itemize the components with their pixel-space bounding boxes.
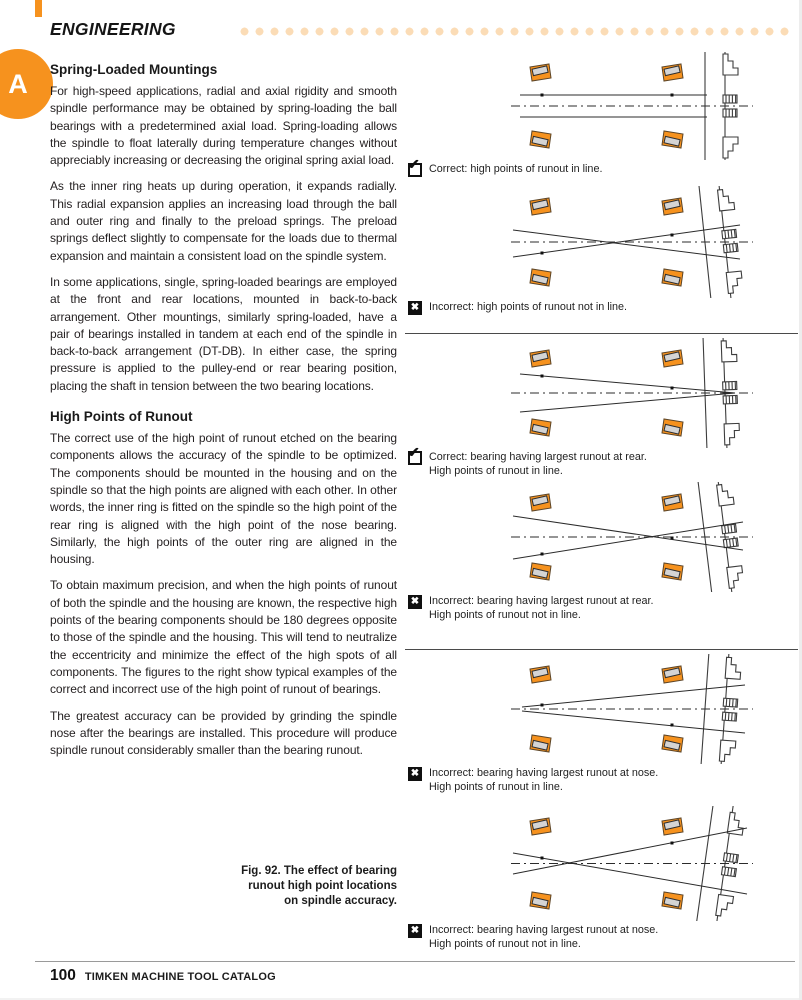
article-column [50,62,397,768]
diagram-caption [408,595,798,622]
x-icon [408,924,422,938]
page-title: ENGINEERING [50,19,176,39]
spindle-diagram [405,806,798,921]
diagram-group-3 [405,338,798,478]
spindle-diagram [405,482,798,592]
diagram-separator [405,649,798,650]
paragraph: In some applications, single, spring-loaded bearings are employed at the front and rear locations, mounted in back-to-back arrangement. Other mountings, similarly spring-loaded, have a pair of bearings installed in tandem at each end of the spindle in back-to-back arrangement (DT-DB). In either case, the spring pressure is applied to the pulley-end or rear bearing position, placing the shaft in tension between the two bearing locations. [50,274,397,393]
figure-caption-line: Fig. 92. The effect of bearing [241,865,397,877]
paragraph: To obtain maximum precision, and when the high points of runout of both the spindle and the housing are known, the respective high points of the bearing components should be 180 degrees opposite to those of the spindle and the housing. This will tend to neutralize the eccentricity and minimize the effect of the high spots of all components. The figures to the right show typical examples of the correct and incorrect use of the high point of runout of bearings. [50,578,397,697]
section-heading-spring-loaded-mountings: Spring-Loaded Mountings [50,62,218,77]
paragraph: As the inner ring heats up during operation, it expands radially. This radial expansion applies an increasing load through the ball and outer ring and finally to the preload springs. The preload springs deflect slightly to compensate for the loads due to thermal expansion and maintain a consistent load on the spindle system. [50,179,397,263]
diagram-caption-text [429,451,647,478]
footer [50,967,276,985]
paragraph: The correct use of the high point of runout etched on the bearing components allows the accuracy of the spindle to be optimized. The components should be mounted in the housing and on the spindle so that the high points are aligned with each other. In other words, the inner ring is fitted on the spindle so the high point of the rear ring is aligned with the high point of the nose bearing. Similarly, the high points of the outer ring are aligned in the housing. [50,431,397,567]
diagram-group-6 [405,806,798,951]
x-icon [408,767,422,781]
diagram-group-5 [405,654,798,794]
catalog-title: TIMKEN MACHINE TOOL CATALOG [84,971,276,983]
spindle-diagram [405,186,798,298]
diagram-caption-text [429,301,627,315]
caption-line: High points of runout not in line. [429,937,581,950]
caption-line: High points of runout not in line. [429,608,581,621]
caption-line: Incorrect: bearing having largest runout at nose. [429,767,659,779]
spindle-diagram [405,654,798,764]
x-icon [408,595,422,609]
caption-line: Correct: bearing having largest runout at rear. [429,451,647,463]
figure-caption-line: on spindle accuracy. [284,895,397,907]
caption-line: Correct: high points of runout in line. [429,163,603,175]
diagram-caption-text [429,163,602,177]
diagram-caption [408,163,798,177]
diagram-group-1 [405,52,798,177]
section-tab-a [0,49,53,119]
page-number: 100 [50,967,76,984]
x-icon [408,301,422,315]
paragraph: For high-speed applications, radial and axial rigidity and smooth spindle performance may be obtained by spring-loading the ball bearings with a predetermined axial load. Spring-loading allows the spindle to float laterally during temperature changes without appreciably increasing or decreasing the original spring axial load. [50,84,397,168]
diagram-caption-text [429,924,658,951]
caption-line: High points of runout in line. [429,464,563,477]
diagram-caption [408,924,798,951]
figure-caption [50,864,397,909]
caption-line: High points of runout in line. [429,780,563,793]
paragraph: The greatest accuracy can be provided by grinding the spindle nose after the bearings are installed. This procedure will produce spindle runout considerably smaller than the bearing runout. [50,708,397,758]
section-heading-high-points-of-runout: High Points of Runout [50,409,193,425]
corner-tab-decoration [35,0,42,17]
diagram-column [405,0,802,1000]
check-icon [408,163,422,177]
spindle-diagram [405,338,798,448]
footer-rule [35,961,795,962]
caption-line: Incorrect: bearing having largest runout at rear. [429,595,654,607]
section-tab-label: A [8,68,28,99]
check-icon [408,451,422,465]
diagram-caption-text [429,767,658,794]
diagram-group-2 [405,186,798,315]
diagram-caption [408,767,798,794]
diagram-separator [405,333,798,334]
figure-caption-line: runout high point locations [248,880,397,892]
diagram-caption [408,451,798,478]
caption-line: Incorrect: bearing having largest runout at nose. [429,924,659,936]
caption-line: Incorrect: high points of runout not in line. [429,301,628,313]
diagram-caption [408,301,798,315]
diagram-group-4 [405,482,798,622]
diagram-caption-text [429,595,653,622]
spindle-diagram [405,52,798,160]
